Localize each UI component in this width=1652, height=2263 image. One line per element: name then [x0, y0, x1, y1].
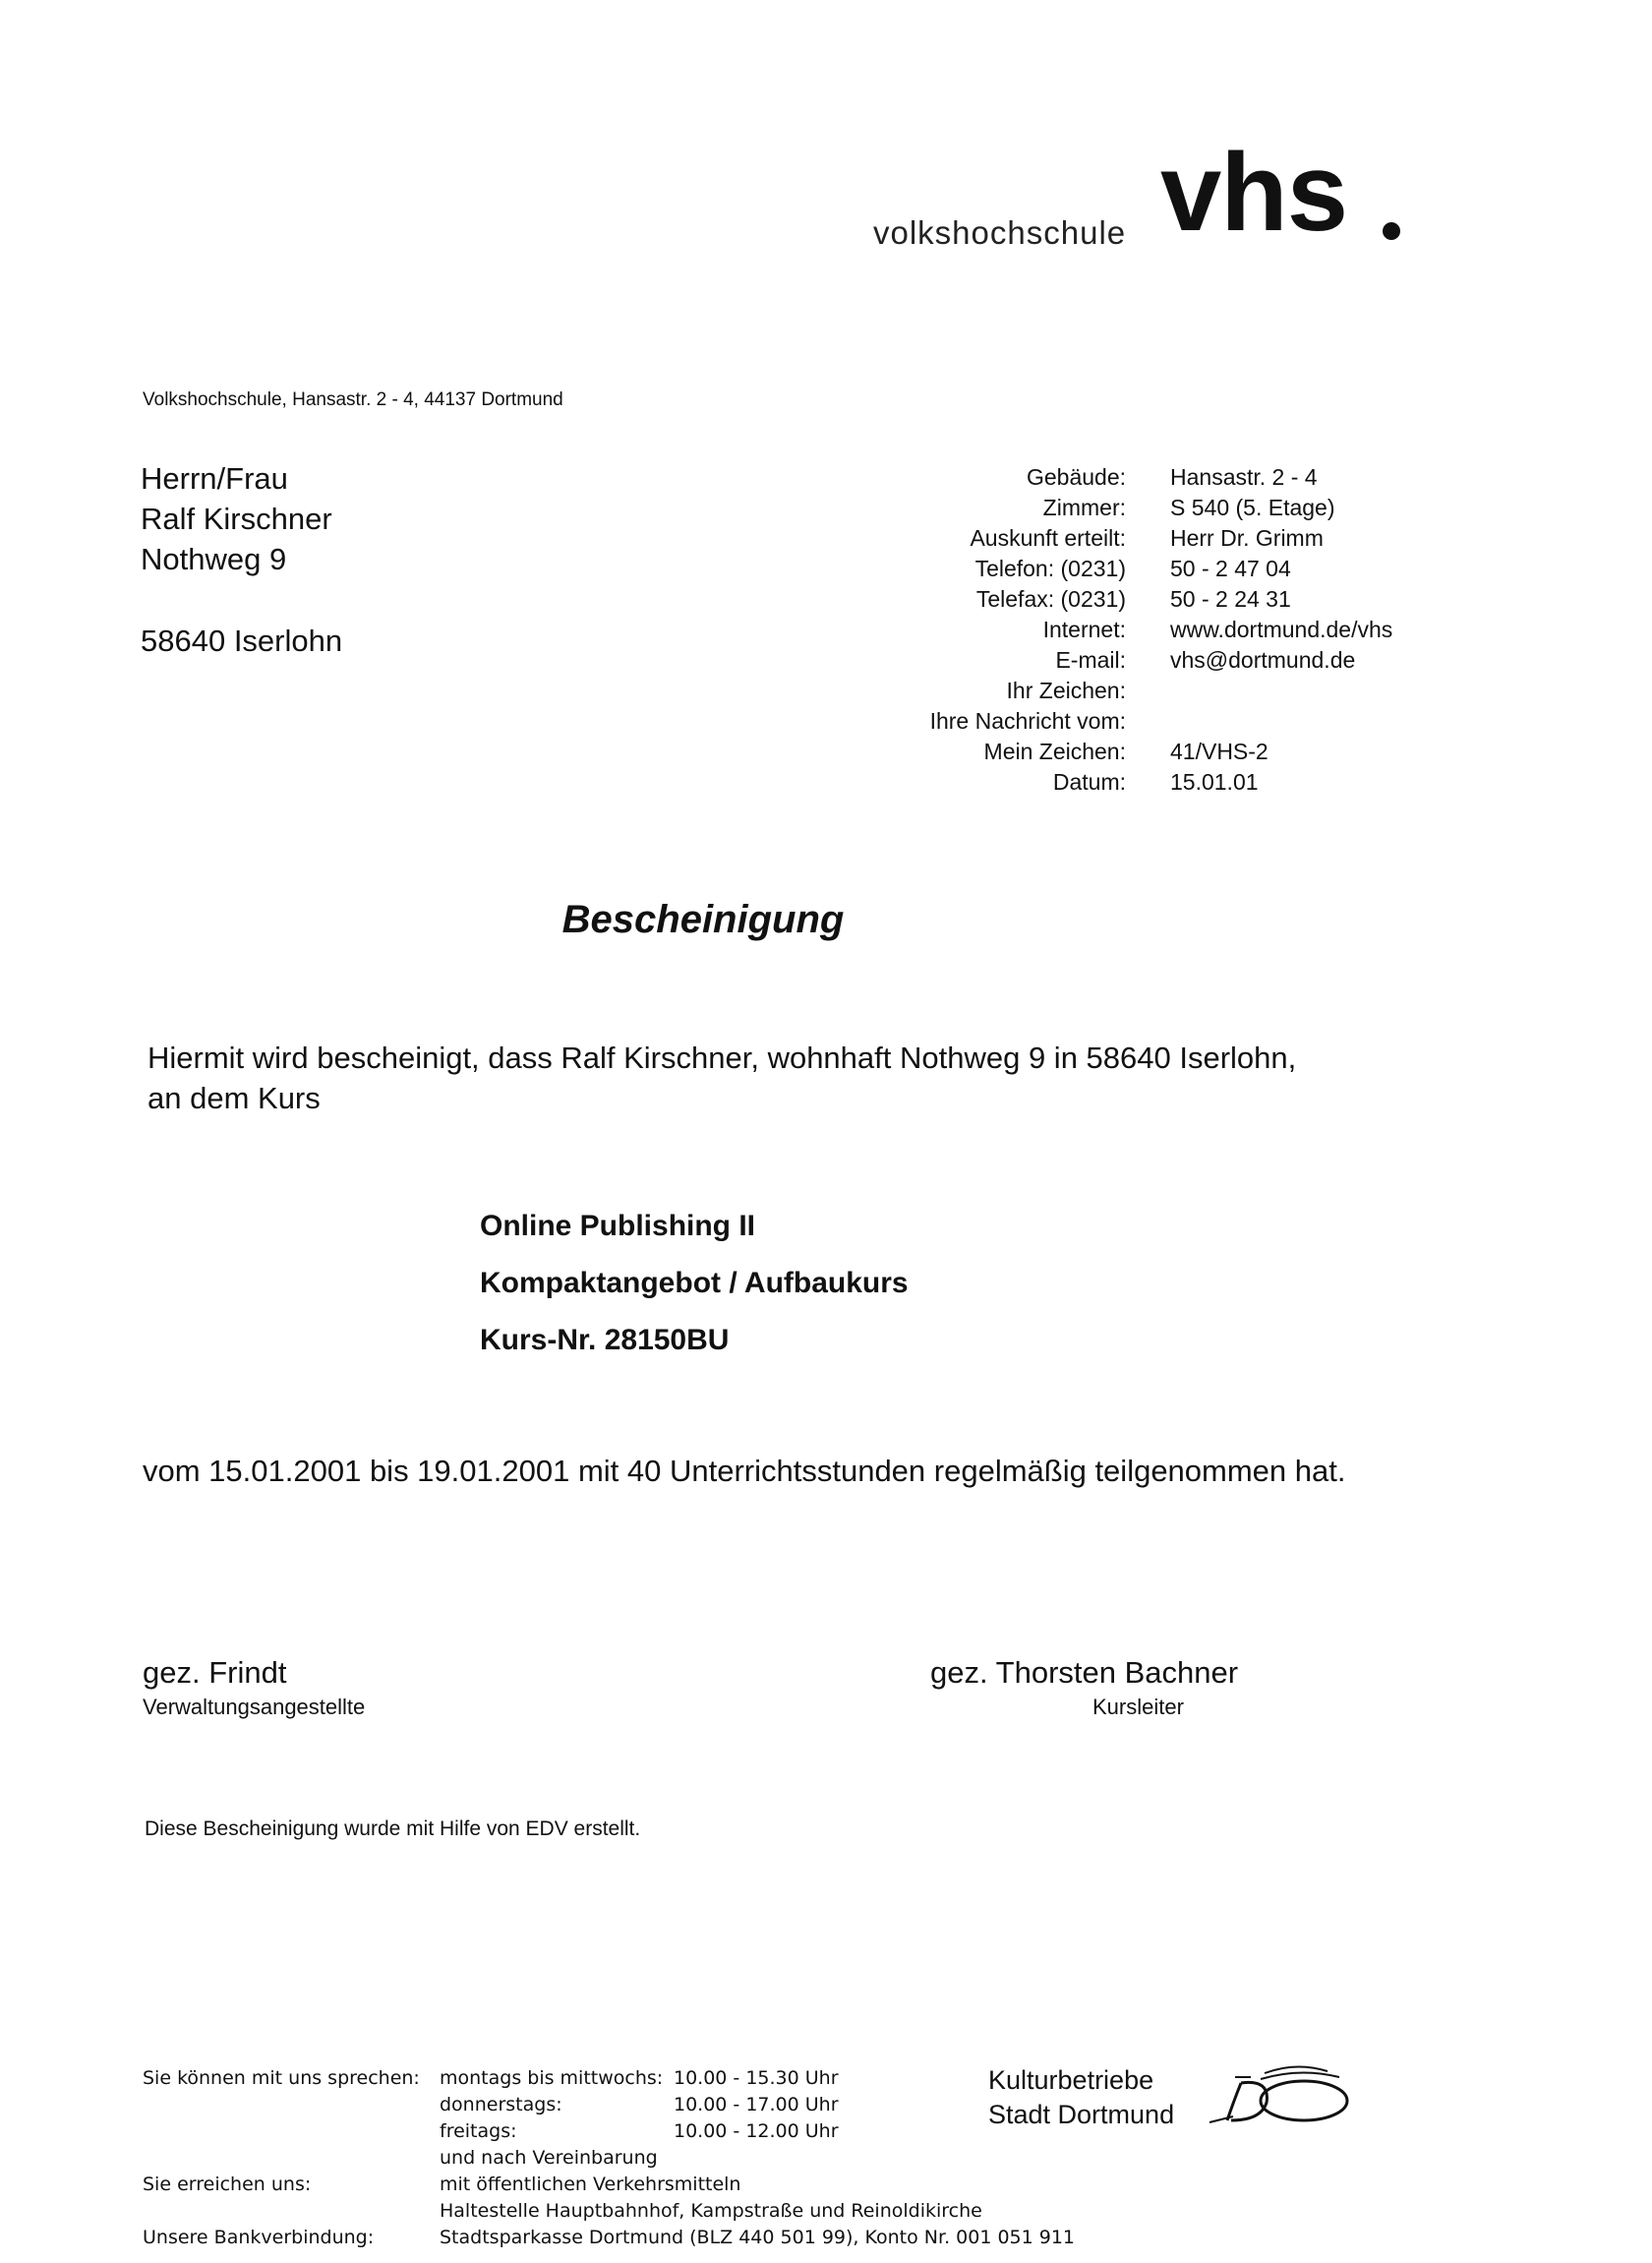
footer-hours: 10.00 - 12.00 Uhr — [674, 2120, 839, 2142]
signature-right — [930, 1655, 1238, 1720]
info-value: 50 - 2 47 04 — [1170, 556, 1291, 581]
info-row — [865, 556, 1416, 586]
info-row — [865, 495, 1416, 525]
org-line-2: Stadt Dortmund — [988, 2100, 1175, 2129]
info-label: Internet: — [1042, 617, 1126, 642]
footer-hours: 10.00 - 15.30 Uhr — [674, 2067, 839, 2089]
recipient-salutation: Herrn/Frau — [141, 461, 288, 496]
info-label: Zimmer: — [1042, 495, 1126, 520]
vhs-logo-dot — [1383, 222, 1400, 240]
recipient-street: Nothweg 9 — [141, 542, 287, 576]
info-label: E-mail: — [1055, 647, 1126, 673]
recipient-address — [141, 458, 332, 579]
course-name: Online Publishing II — [480, 1210, 756, 1242]
kulturbetriebe-block — [988, 2063, 1174, 2132]
info-value: 41/VHS-2 — [1170, 739, 1268, 764]
footer-text: montags bis mittwochs: — [440, 2067, 664, 2089]
edv-note: Diese Bescheinigung wurde mit Hilfe von EDV erstellt. — [145, 1817, 641, 1840]
footer-text: und nach Vereinbarung — [440, 2147, 658, 2169]
signature-left-role: Verwaltungsangestellte — [143, 1695, 366, 1719]
body-line-1: Hiermit wird bescheinigt, dass Ralf Kirschner, wohnhaft Nothweg 9 in 58640 Iserlohn, — [148, 1041, 1297, 1075]
info-row — [865, 678, 1416, 708]
dortmund-logo-icon — [1202, 2055, 1359, 2134]
info-label: Gebäude: — [1026, 464, 1126, 490]
footer-text: mit öffentlichen Verkehrsmitteln — [440, 2174, 741, 2195]
signature-right-name: gez. Thorsten Bachner — [930, 1655, 1239, 1690]
info-value: Hansastr. 2 - 4 — [1170, 464, 1318, 490]
recipient-city: 58640 Iserlohn — [141, 624, 343, 658]
footer-text: donnerstags: — [440, 2094, 562, 2115]
info-label: Telefax: (0231) — [975, 586, 1126, 612]
course-block — [480, 1198, 909, 1369]
info-row — [865, 769, 1416, 800]
signature-right-role: Kursleiter — [1092, 1695, 1184, 1719]
vhs-logo-wordmark: volkshochschule — [873, 214, 1127, 251]
signature-left — [143, 1655, 365, 1720]
org-line-1: Kulturbetriebe — [988, 2065, 1154, 2095]
info-value: www.dortmund.de/vhs — [1170, 617, 1393, 642]
footer-label: Sie erreichen uns: — [143, 2174, 312, 2195]
footer-hours: 10.00 - 17.00 Uhr — [674, 2094, 839, 2115]
body-line-2: an dem Kurs — [148, 1081, 321, 1115]
sender-line: Volkshochschule, Hansastr. 2 - 4, 44137 Dortmund — [143, 389, 563, 410]
footer-text: Haltestelle Hauptbahnhof, Kampstraße und Reinoldikirche — [440, 2200, 982, 2222]
footer-text: freitags: — [440, 2120, 517, 2142]
info-label: Mein Zeichen: — [983, 739, 1126, 764]
info-label: Ihr Zeichen: — [1006, 678, 1126, 703]
signature-left-name: gez. Frindt — [143, 1655, 287, 1690]
info-row — [865, 464, 1416, 495]
recipient-name: Ralf Kirschner — [141, 502, 332, 536]
info-label: Ihre Nachricht vom: — [929, 708, 1126, 734]
info-block — [865, 464, 1416, 800]
document-title: Bescheinigung — [561, 898, 845, 941]
info-value: 15.01.01 — [1170, 769, 1259, 795]
info-value: 50 - 2 24 31 — [1170, 586, 1291, 612]
course-type: Kompaktangebot / Aufbaukurs — [480, 1267, 909, 1299]
footer-text: Stadtsparkasse Dortmund (BLZ 440 501 99), Konto Nr. 001 051 911 — [440, 2227, 1076, 2248]
footer-label: Unsere Bankverbindung: — [143, 2227, 375, 2248]
body-intro — [148, 1038, 1296, 1118]
vhs-logo-mark: vhs — [1160, 131, 1347, 254]
course-number: Kurs-Nr. 28150BU — [480, 1324, 730, 1356]
info-value: Herr Dr. Grimm — [1170, 525, 1324, 551]
info-row — [865, 708, 1416, 739]
info-value: vhs@dortmund.de — [1170, 647, 1356, 673]
info-label: Auskunft erteilt: — [970, 525, 1126, 551]
info-row — [865, 525, 1416, 556]
body-line-3: vom 15.01.2001 bis 19.01.2001 mit 40 Unterrichtsstunden regelmäßig teilgenommen hat. — [143, 1454, 1346, 1488]
info-row — [865, 617, 1416, 647]
info-row — [865, 739, 1416, 769]
info-row — [865, 586, 1416, 617]
info-label: Telefon: (0231) — [974, 556, 1126, 581]
footer-label: Sie können mit uns sprechen: — [143, 2067, 420, 2089]
info-value: S 540 (5. Etage) — [1170, 495, 1335, 520]
info-label: Datum: — [1052, 769, 1126, 795]
info-row — [865, 647, 1416, 678]
